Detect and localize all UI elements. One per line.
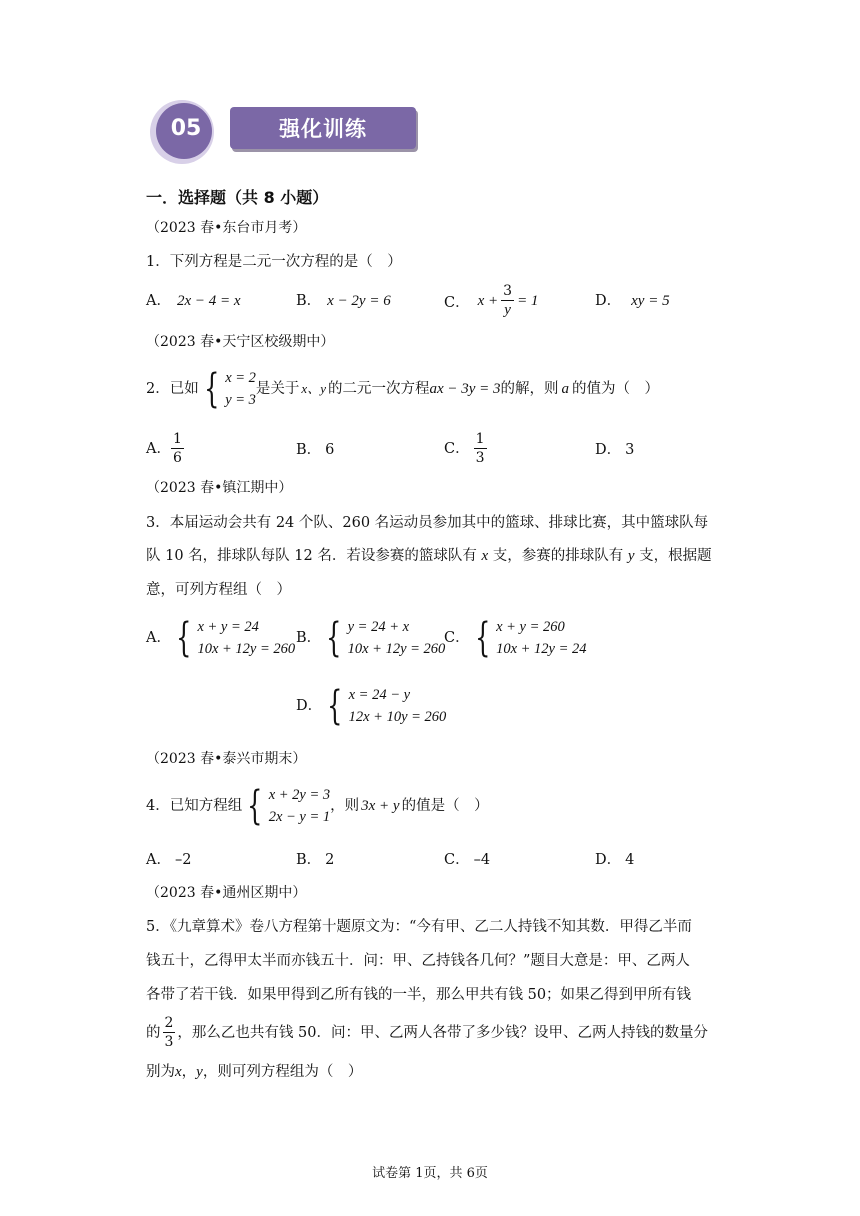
q3-option-d bbox=[296, 684, 446, 728]
brace-icon: { bbox=[474, 615, 490, 661]
fraction-numerator: 1 bbox=[172, 431, 182, 447]
stem-text: 支，根据题 bbox=[639, 548, 712, 564]
q4-option-d bbox=[595, 850, 634, 870]
equation-system bbox=[171, 616, 295, 660]
equation-system bbox=[470, 616, 587, 660]
equation-system bbox=[242, 784, 330, 828]
q1-option-c bbox=[444, 282, 538, 319]
option-value: –2 bbox=[174, 852, 192, 868]
option-label: A． bbox=[146, 440, 171, 457]
system-line: 10x + 12y = 260 bbox=[347, 641, 446, 657]
stem-text: 4．已知方程组 bbox=[146, 798, 243, 814]
option-value: 6 bbox=[325, 442, 335, 458]
brace-icon: { bbox=[247, 783, 263, 829]
stem-var-y: y bbox=[196, 1064, 203, 1080]
q4-option-b bbox=[296, 850, 334, 870]
option-value: 2 bbox=[325, 852, 335, 868]
option-label: D． bbox=[595, 852, 622, 868]
fraction-denominator: 6 bbox=[172, 450, 182, 466]
page-footer: 试卷第 1页，共 6页 bbox=[372, 1166, 488, 1181]
system-line: y = 24 + x bbox=[347, 619, 410, 635]
stem-text: ，则可列方程组为（ ） bbox=[202, 1064, 363, 1080]
stem-equation: ax − 3y = 3 bbox=[429, 381, 501, 397]
q4-stem bbox=[146, 784, 489, 828]
option-expr-pre: x + bbox=[477, 292, 499, 309]
system-line: x + y = 24 bbox=[197, 619, 259, 635]
option-label: D． bbox=[296, 698, 323, 714]
q2-option-a bbox=[146, 430, 184, 467]
fraction-denominator: y bbox=[504, 302, 511, 318]
q5-line-1: 5．《九章算术》卷八方程第十题原文为：“今有甲、乙二人持钱不知其数．甲得乙半而 bbox=[146, 919, 692, 935]
brace-icon: { bbox=[327, 683, 343, 729]
option-value: –4 bbox=[473, 852, 491, 868]
system-line: x + y = 260 bbox=[496, 619, 565, 635]
fraction bbox=[171, 430, 184, 467]
system-line: 10x + 12y = 260 bbox=[197, 641, 296, 657]
stem-text: 的二元一次方程 bbox=[327, 381, 430, 397]
q3-source: （2023 春•镇江期中） bbox=[146, 480, 293, 496]
fraction-numerator: 3 bbox=[503, 283, 513, 299]
brace-icon: { bbox=[176, 615, 192, 661]
equation-system bbox=[322, 684, 446, 728]
system-line: x + 2y = 3 bbox=[268, 787, 331, 803]
option-label: B． bbox=[296, 630, 322, 646]
stem-vars: x、y bbox=[301, 381, 326, 396]
q3-option-a bbox=[146, 616, 295, 660]
option-label: B． bbox=[296, 852, 322, 868]
stem-text: 的解，则 bbox=[500, 381, 559, 397]
system-line: 10x + 12y = 24 bbox=[496, 641, 587, 657]
stem-text: 的值是（ ） bbox=[401, 798, 489, 814]
banner-title: 强化训练 bbox=[279, 117, 367, 141]
q1-option-b bbox=[296, 291, 391, 311]
system-line: x = 2 bbox=[225, 370, 256, 386]
q2-option-b bbox=[296, 440, 334, 460]
q1-source: （2023 春•东台市月考） bbox=[146, 220, 307, 236]
option-label: B． bbox=[296, 442, 322, 458]
brace-icon: { bbox=[326, 615, 342, 661]
q2-source: （2023 春•天宁区校级期中） bbox=[146, 334, 335, 350]
option-label: C． bbox=[444, 852, 470, 868]
q4-source: （2023 春•泰兴市期末） bbox=[146, 751, 307, 767]
option-expr: xy = 5 bbox=[631, 293, 670, 309]
fraction-denominator: 3 bbox=[475, 450, 485, 466]
q1-option-d bbox=[595, 291, 670, 311]
option-label: D． bbox=[595, 442, 622, 458]
stem-text: 支，参赛的排球队有 bbox=[492, 548, 624, 564]
stem-text: ，那么乙也共有钱 50．问：甲、乙两人各带了多少钱？设甲、乙两人持钱的数量分 bbox=[177, 1024, 708, 1041]
fraction-denominator: 3 bbox=[164, 1034, 174, 1050]
stem-expr: 3x + y bbox=[361, 798, 400, 814]
option-label: A． bbox=[146, 852, 171, 868]
stem-text: 的值为（ ） bbox=[572, 381, 660, 397]
fraction bbox=[163, 1014, 176, 1051]
q2-stem bbox=[146, 367, 659, 411]
option-label: A． bbox=[146, 630, 171, 646]
system-line: x = 24 − y bbox=[348, 687, 411, 703]
system-line: y = 3 bbox=[225, 392, 256, 408]
option-expr: x − 2y = 6 bbox=[327, 293, 391, 309]
stem-text: 的 bbox=[146, 1024, 161, 1041]
q1-stem: 1．下列方程是二元一次方程的是（ ） bbox=[146, 254, 402, 270]
option-label: A． bbox=[146, 293, 171, 309]
option-label: B． bbox=[296, 293, 322, 309]
stem-text: ， bbox=[181, 1064, 197, 1080]
option-value: 3 bbox=[625, 442, 635, 458]
stem-var-x: x bbox=[175, 1064, 182, 1080]
stem-text: 是关于 bbox=[255, 381, 300, 397]
fraction bbox=[501, 282, 514, 319]
banner-number: 05 bbox=[170, 116, 202, 141]
q5-source: （2023 春•通州区期中） bbox=[146, 885, 307, 901]
stem-text: 别为 bbox=[146, 1064, 175, 1080]
stem-var-x: x bbox=[481, 548, 489, 564]
stem-text: ，则 bbox=[330, 798, 360, 814]
option-expr-post: = 1 bbox=[517, 292, 539, 309]
section-heading: 一．选择题（共 8 小题） bbox=[146, 188, 329, 207]
fraction bbox=[474, 430, 487, 467]
q5-line-2: 钱五十，乙得甲太半而亦钱五十．问：甲、乙持钱各几何？”题目大意是：甲、乙两人 bbox=[146, 953, 690, 969]
stem-text: 2．已如 bbox=[146, 381, 199, 397]
q4-option-a bbox=[146, 850, 191, 870]
brace-icon: { bbox=[203, 366, 220, 412]
q2-option-d bbox=[595, 440, 634, 460]
stem-var-a: a bbox=[561, 381, 570, 397]
q5-line-3: 各带了若干钱．如果甲得到乙所有钱的一半，那么甲共有钱 50；如果乙得到甲所有钱 bbox=[146, 987, 692, 1003]
q3-line-3: 意，可列方程组（ ） bbox=[146, 582, 291, 598]
option-expr: 2x − 4 = x bbox=[176, 293, 241, 309]
system-line: 12x + 10y = 260 bbox=[348, 709, 447, 725]
option-label: C． bbox=[444, 294, 470, 311]
option-label: C． bbox=[444, 630, 470, 646]
q5-line-5 bbox=[146, 1062, 362, 1082]
q3-option-b bbox=[296, 616, 445, 660]
fraction-numerator: 2 bbox=[164, 1015, 174, 1031]
q5-line-4 bbox=[146, 1014, 708, 1051]
q3-option-c bbox=[444, 616, 587, 660]
q1-option-a bbox=[146, 291, 241, 311]
q4-option-c bbox=[444, 850, 490, 870]
q3-line-2 bbox=[146, 546, 712, 566]
option-label: D． bbox=[595, 293, 622, 309]
q3-line-1: 3．本届运动会共有 24 个队、260 名运动员参加其中的篮球、排球比赛，其中篮球队每 bbox=[146, 515, 709, 531]
system-line: 2x − y = 1 bbox=[268, 809, 331, 825]
section-banner bbox=[146, 96, 426, 168]
stem-var-y: y bbox=[627, 548, 635, 564]
q2-option-c bbox=[444, 430, 487, 467]
stem-text: 队 10 名，排球队每队 12 名．若设参赛的篮球队有 bbox=[146, 548, 477, 564]
option-value: 4 bbox=[625, 852, 635, 868]
equation-system bbox=[199, 367, 256, 411]
fraction-numerator: 1 bbox=[475, 431, 485, 447]
option-label: C． bbox=[444, 440, 470, 457]
equation-system bbox=[321, 616, 445, 660]
